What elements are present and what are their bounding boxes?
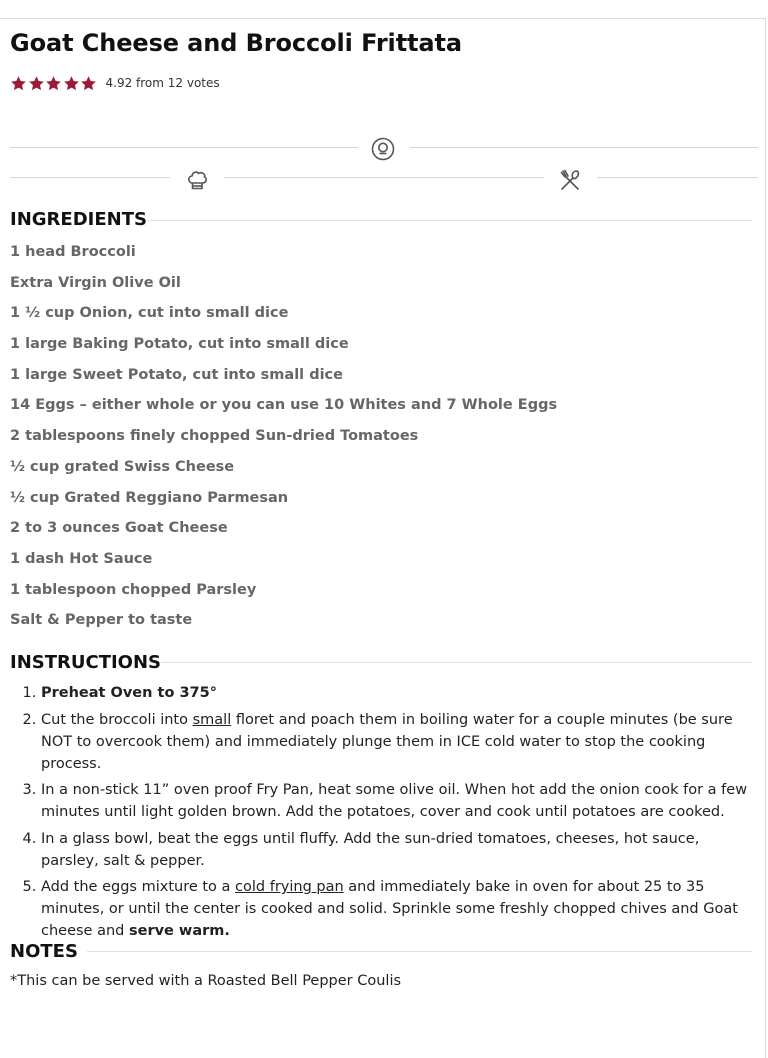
ingredient-item: Salt & Pepper to taste: [10, 612, 193, 629]
meta-divider: [410, 147, 758, 148]
instruction-step: [41, 709, 760, 775]
star-icon[interactable]: [45, 75, 62, 92]
ingredient-item: 1 dash Hot Sauce: [10, 550, 153, 567]
notes-heading-rule: [87, 951, 752, 952]
ingredient-item: 14 Eggs – either whole or you can use 10 Whites and 7 Whole Eggs: [10, 397, 558, 414]
instruction-text: floret and poach them in boiling water for a couple minutes (be sure NOT to overcook them) and immediately plunge them in ICE cold water to stop the cooking process.: [41, 711, 733, 772]
cuisine-icon: [556, 166, 584, 194]
recipe-rating[interactable]: [10, 74, 220, 92]
instructions-list: [10, 682, 760, 947]
instruction-text: Cut the broccoli into: [41, 711, 193, 728]
instructions-heading: INSTRUCTIONS: [10, 652, 161, 673]
instruction-step: [41, 779, 760, 823]
instruction-step: [41, 828, 760, 872]
instruction-text: In a non-stick 11” oven proof Fry Pan, heat some olive oil. When hot add the onion cook for a few minutes until light golden brown. Add the potatoes, cover and cook until potatoes are cooked.: [41, 782, 748, 820]
servings-icon: [369, 135, 397, 163]
ingredient-item: 1 large Sweet Potato, cut into small dice: [10, 366, 343, 383]
ingredient-item: 1 large Baking Potato, cut into small dice: [10, 336, 349, 353]
ingredient-item: Extra Virgin Olive Oil: [10, 274, 181, 291]
ingredients-list: [10, 242, 557, 641]
star-icon[interactable]: [63, 75, 80, 92]
meta-divider: [10, 147, 358, 148]
meta-divider: [10, 177, 170, 178]
ingredient-item: 2 to 3 ounces Goat Cheese: [10, 520, 228, 537]
ingredient-item: ½ cup grated Swiss Cheese: [10, 458, 235, 475]
star-icon[interactable]: [10, 75, 27, 92]
instruction-text: Add the eggs mixture to a: [41, 879, 236, 895]
notes-text: *This can be served with a Roasted Bell Pepper Coulis: [10, 973, 402, 989]
ingredients-heading-rule: [147, 220, 752, 221]
instruction-text: serve warm.: [128, 923, 230, 939]
ingredient-item: 1 head Broccoli: [10, 244, 136, 260]
instruction-text: cold frying pan: [235, 879, 344, 895]
instruction-text: small: [192, 711, 232, 728]
ingredient-item: 1 tablespoon chopped Parsley: [10, 581, 257, 598]
instruction-step: [41, 876, 760, 942]
meta-divider: [224, 177, 544, 178]
rating-stars[interactable]: [10, 75, 98, 92]
instruction-step: [41, 682, 760, 704]
recipe-title: Goat Cheese and Broccoli Frittata: [10, 29, 462, 57]
ingredient-item: ½ cup Grated Reggiano Parmesan: [10, 489, 289, 506]
instruction-text: In a glass bowl, beat the eggs until fluffy. Add the sun-dried tomatoes, cheeses, hot sauce, parsley, salt & pepper.: [41, 830, 700, 869]
star-icon[interactable]: [28, 75, 45, 92]
meta-divider: [597, 177, 758, 178]
chef-hat-icon: [183, 166, 211, 194]
rating-summary: 4.92 from 12 votes: [105, 76, 220, 90]
instruction-text: and immediately bake in oven for about 25 to 35 minutes, or until the center is cooked and solid. Sprinkle some freshly chopped chives and Goat cheese and: [41, 879, 738, 939]
star-icon[interactable]: [80, 75, 97, 92]
notes-heading: NOTES: [10, 941, 78, 962]
ingredient-item: 1 ½ cup Onion, cut into small dice: [10, 305, 289, 322]
instructions-heading-rule: [161, 662, 752, 663]
instruction-text: Preheat Oven to 375°: [41, 685, 217, 701]
ingredient-item: 2 tablespoons finely chopped Sun-dried Tomatoes: [10, 428, 419, 445]
ingredients-heading: INGREDIENTS: [10, 209, 147, 230]
